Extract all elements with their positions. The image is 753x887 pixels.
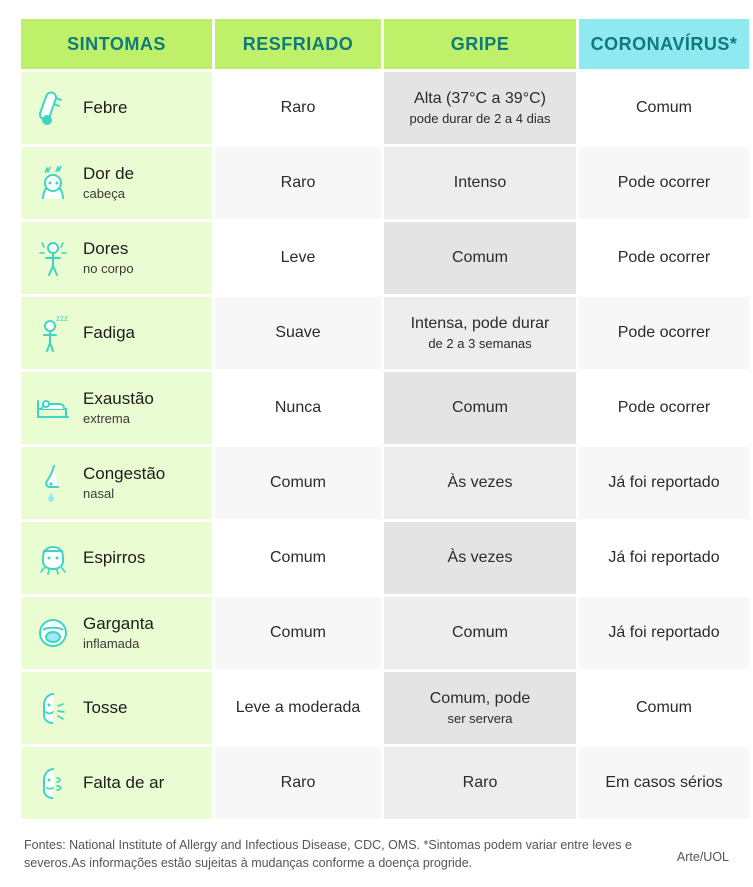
symptom-label-line2: cabeça [83, 186, 125, 202]
table-row [21, 372, 749, 444]
table-row [21, 447, 749, 519]
bed-rest-icon [33, 385, 73, 431]
cell-cold: Raro [215, 72, 381, 144]
fatigue-icon [33, 310, 73, 356]
cell-flu-main: Intensa, pode durar [410, 314, 550, 332]
symptom-cell-tosse [21, 672, 212, 744]
cell-flu [384, 372, 576, 444]
cell-flu [384, 447, 576, 519]
table-row [21, 522, 749, 594]
symptom-label: Dores [83, 239, 129, 259]
shortness-of-breath-icon [33, 760, 73, 806]
cell-cold: Suave [215, 297, 381, 369]
cell-corona: Comum [579, 672, 749, 744]
table-row [21, 297, 749, 369]
cell-corona: Já foi reportado [579, 522, 749, 594]
symptom-cell-fadiga [21, 297, 212, 369]
cell-corona: Comum [579, 72, 749, 144]
cell-flu-sub: ser servera [447, 710, 513, 726]
cell-flu-main: Comum, pode [429, 689, 531, 707]
cell-cold: Comum [215, 447, 381, 519]
runny-nose-icon [33, 460, 73, 506]
thermometer-icon [33, 85, 73, 131]
cell-flu-main: Às vezes [447, 474, 513, 491]
symptom-label-line2: extrema [83, 411, 130, 427]
cell-flu-main: Intenso [453, 174, 507, 191]
cell-cold: Comum [215, 522, 381, 594]
cough-icon [33, 685, 73, 731]
headache-icon [33, 160, 73, 206]
symptom-cell-garganta-inflamada [21, 597, 212, 669]
symptom-cell-febre [21, 72, 212, 144]
body-aches-icon [33, 235, 73, 281]
symptom-label-line2: no corpo [83, 261, 134, 277]
cell-flu [384, 72, 576, 144]
cell-cold: Raro [215, 147, 381, 219]
cell-flu [384, 522, 576, 594]
cell-flu [384, 222, 576, 294]
symptom-label: Fadiga [83, 322, 135, 342]
symptom-label: Exaustão [83, 389, 154, 409]
cell-corona: Já foi reportado [579, 447, 749, 519]
symptom-label: Espirros [83, 547, 146, 567]
cell-cold: Raro [215, 747, 381, 819]
sneeze-icon [33, 535, 73, 581]
symptom-label: Dor de [83, 164, 135, 184]
symptom-cell-dor-de-cabeca [21, 147, 212, 219]
symptom-cell-exaustao-extrema [21, 372, 212, 444]
cell-flu-main: Comum [451, 399, 508, 416]
cell-cold: Nunca [215, 372, 381, 444]
table-row [21, 147, 749, 219]
symptom-label: Falta de ar [83, 772, 165, 792]
cell-corona: Pode ocorrer [579, 372, 749, 444]
cell-corona: Pode ocorrer [579, 297, 749, 369]
header-symptoms: SINTOMAS [21, 19, 212, 69]
symptom-label: Febre [83, 97, 128, 117]
cell-flu-sub: de 2 a 3 semanas [428, 335, 532, 351]
cell-flu [384, 147, 576, 219]
cell-corona: Já foi reportado [579, 597, 749, 669]
sore-throat-icon [33, 610, 73, 656]
header-flu: GRIPE [384, 19, 576, 69]
cell-flu-main: Comum [451, 624, 508, 641]
sources-note: Fontes: National Institute of Allergy and Infectious Disease, CDC, OMS. *Sintomas podem variar entre leves e severos.As informações estão sujeitas à mudanças conforme a doença progride. [24, 838, 632, 871]
table-row [21, 672, 749, 744]
cell-flu [384, 297, 576, 369]
symptom-label: Congestão [83, 464, 166, 484]
cell-cold: Comum [215, 597, 381, 669]
cell-flu-main: Alta (37°C a 39°C) [414, 89, 546, 107]
symptom-label: Tosse [83, 697, 128, 717]
table-header-row [21, 19, 749, 69]
cell-flu-main: Raro [462, 774, 498, 791]
credit-label: Arte/UOL [676, 850, 729, 864]
comparison-table [18, 16, 752, 822]
table-row [21, 72, 749, 144]
cell-cold: Leve [215, 222, 381, 294]
cell-corona: Em casos sérios [579, 747, 749, 819]
symptom-label: Garganta [83, 614, 154, 634]
symptom-cell-espirros [21, 522, 212, 594]
header-coronavirus: CORONAVÍRUS* [579, 19, 749, 69]
table-row [21, 597, 749, 669]
cell-corona: Pode ocorrer [579, 147, 749, 219]
symptom-cell-congestao-nasal [21, 447, 212, 519]
cell-flu-main: Comum [451, 249, 508, 266]
cell-corona: Pode ocorrer [579, 222, 749, 294]
cell-flu [384, 747, 576, 819]
cell-cold: Leve a moderada [215, 672, 381, 744]
symptom-label-line2: inflamada [83, 636, 140, 652]
symptom-cell-falta-de-ar [21, 747, 212, 819]
header-cold: RESFRIADO [215, 19, 381, 69]
cell-flu-sub: pode durar de 2 a 4 dias [409, 110, 551, 126]
footer [18, 832, 735, 872]
cell-flu-main: Às vezes [447, 549, 513, 566]
cell-flu [384, 672, 576, 744]
table-row [21, 222, 749, 294]
symptom-cell-dores-no-corpo [21, 222, 212, 294]
svg-text:zzz: zzz [56, 314, 68, 323]
table-row [21, 747, 749, 819]
symptom-label-line2: nasal [83, 486, 115, 502]
cell-flu [384, 597, 576, 669]
